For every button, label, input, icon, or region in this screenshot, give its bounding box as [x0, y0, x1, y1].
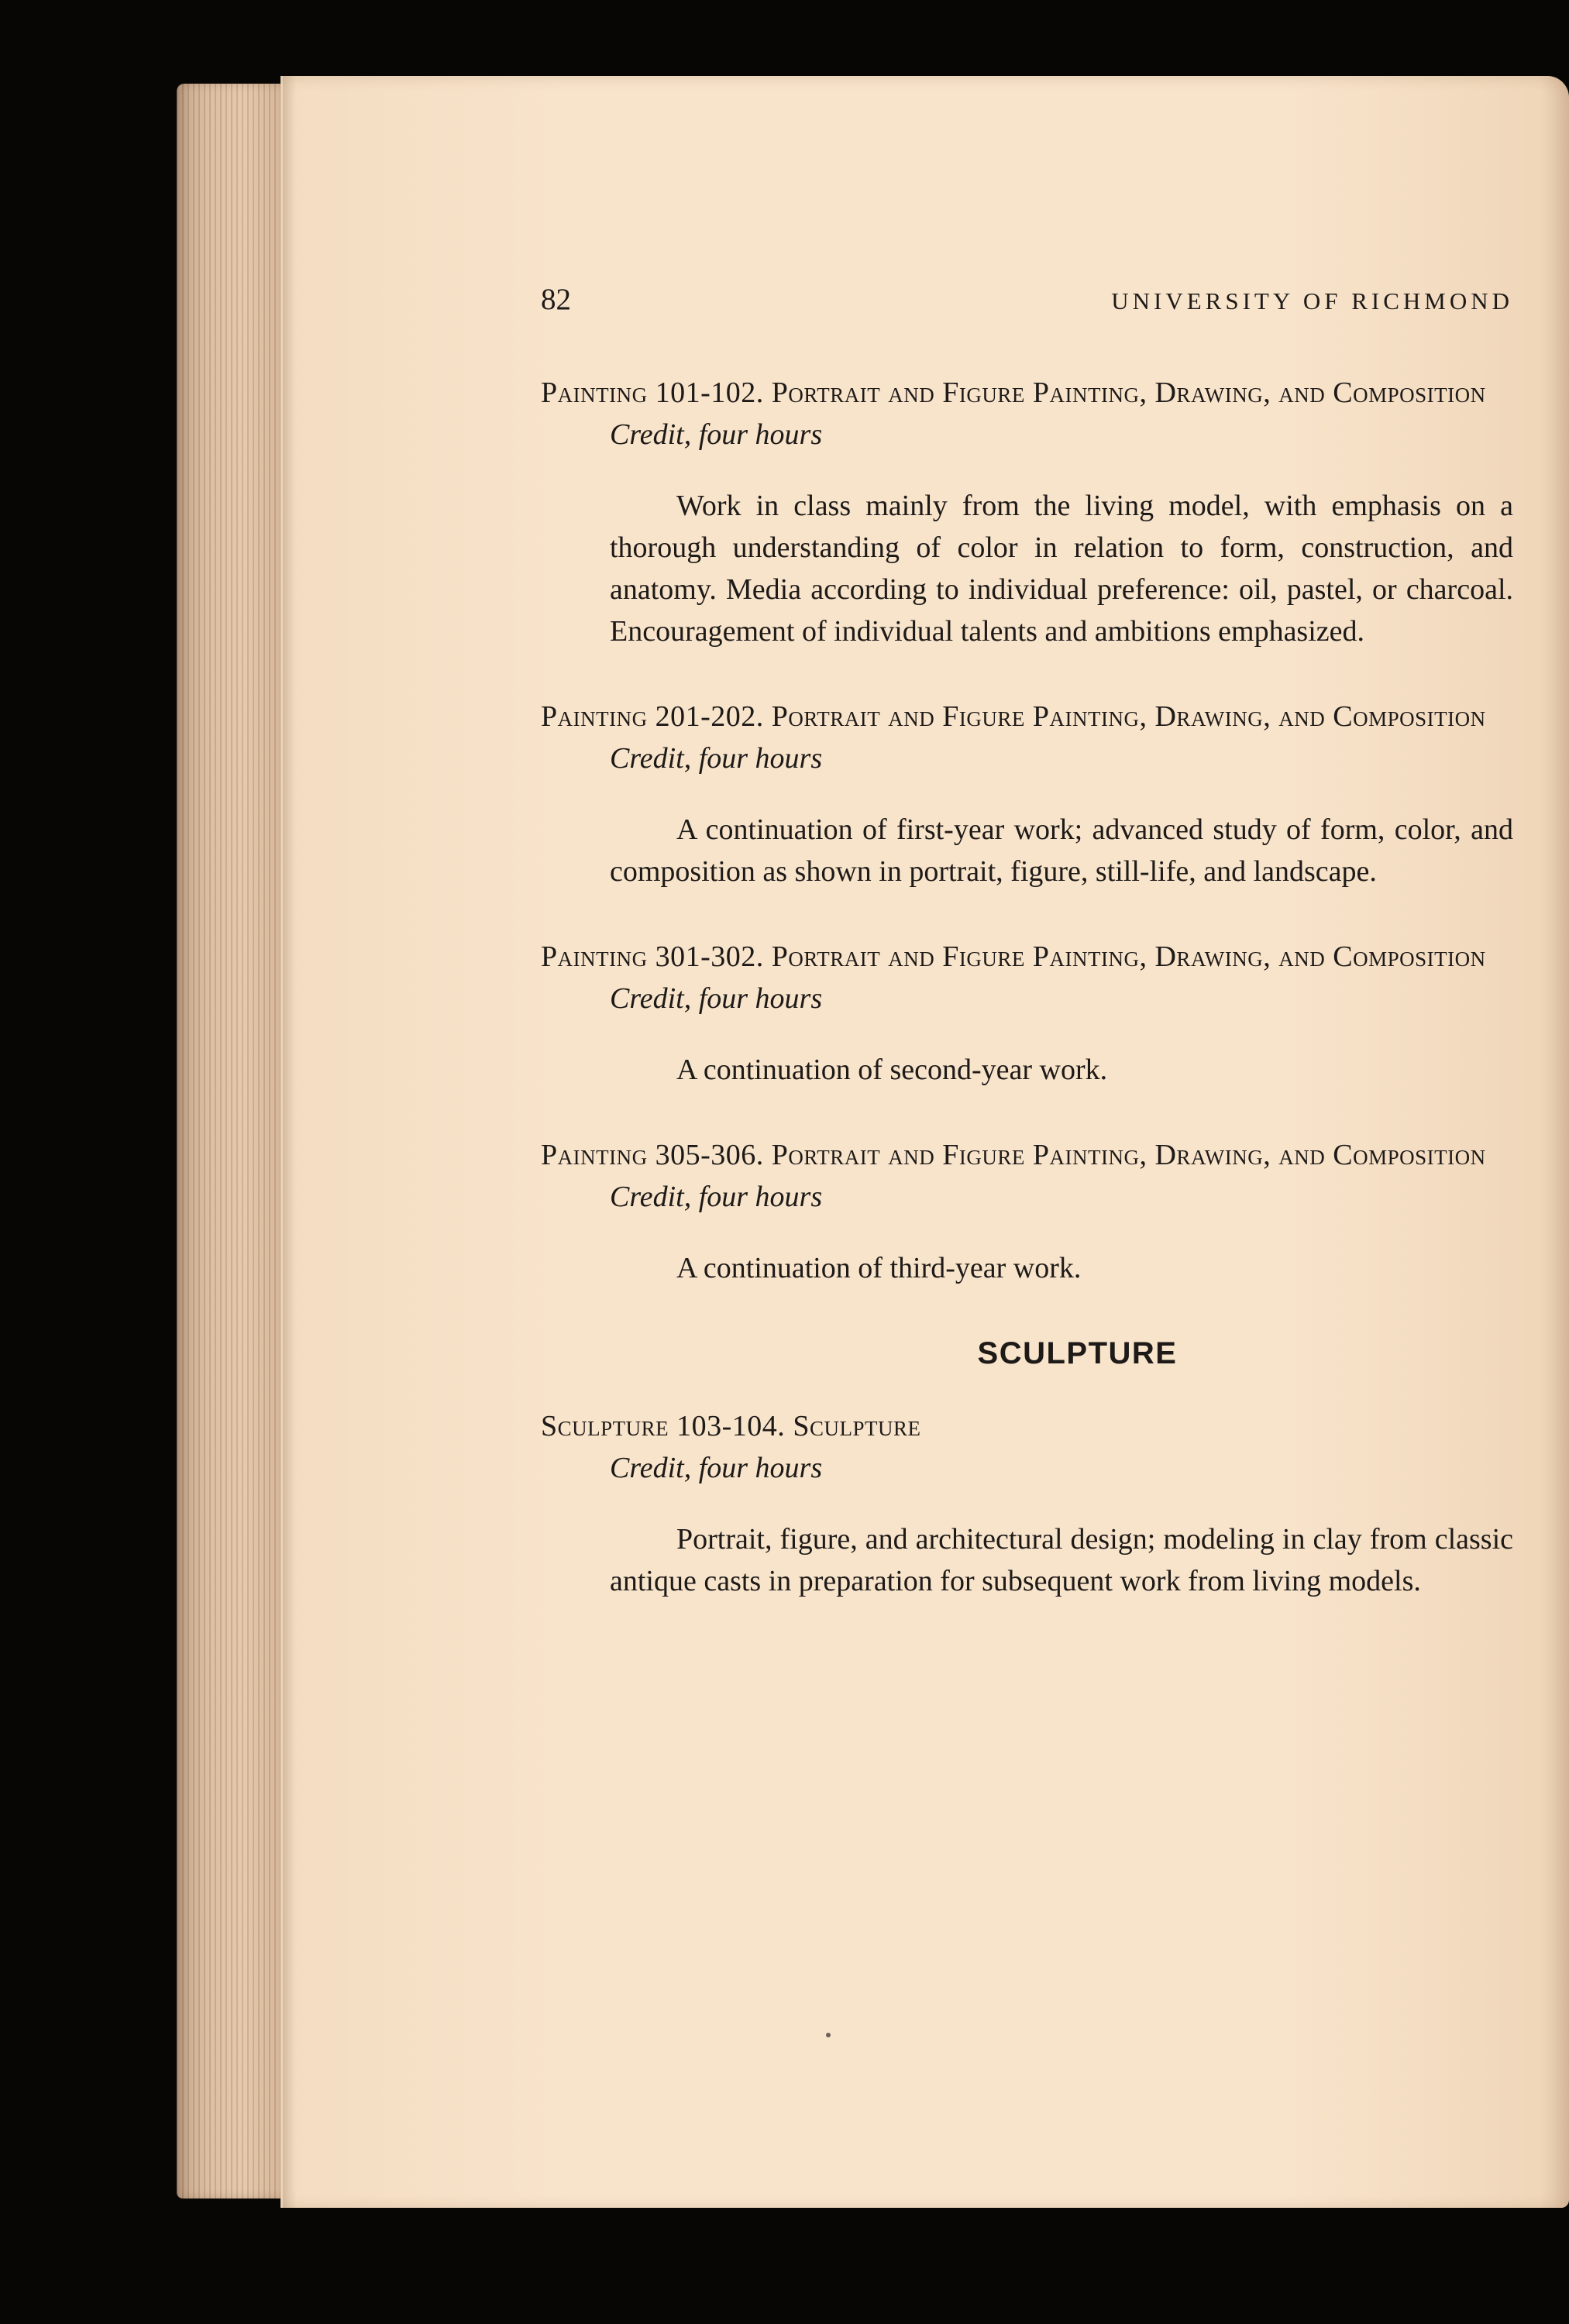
- course-entry-sculpture-103: [541, 1405, 1513, 1602]
- course-description: A continuation of first-year work; advanced study of form, color, and composition as shown in portrait, figure, still-life, and landscape.: [610, 813, 1513, 888]
- running-head: [541, 279, 1513, 333]
- course-title: Portrait and Figure Painting, Drawing, and Composition: [771, 376, 1486, 409]
- course-description: A continuation of second-year work.: [676, 1054, 1108, 1086]
- course-credit: Credit, four hours: [610, 418, 823, 451]
- course-title: Portrait and Figure Painting, Drawing, and Composition: [771, 700, 1486, 733]
- course-credit: Credit, four hours: [610, 742, 823, 775]
- course-code: 305-306.: [655, 1139, 764, 1171]
- course-title: Portrait and Figure Painting, Drawing, and Composition: [771, 1139, 1486, 1171]
- course-subject: Sculpture: [541, 1410, 669, 1442]
- course-heading: [541, 1405, 1513, 1447]
- course-heading: [541, 372, 1513, 414]
- running-title: UNIVERSITY OF RICHMOND: [1111, 287, 1513, 315]
- course-entry-painting-305: [541, 1134, 1513, 1289]
- course-title: Portrait and Figure Painting, Drawing, and Composition: [771, 940, 1486, 973]
- ink-dot-mark: [826, 2033, 831, 2037]
- course-code: 101-102.: [655, 376, 764, 409]
- course-subject: Painting: [541, 376, 648, 409]
- page-text-block: [541, 279, 1513, 1645]
- course-credit: Credit, four hours: [610, 1452, 823, 1484]
- course-code: 301-302.: [655, 940, 764, 973]
- course-entry-painting-301: [541, 936, 1513, 1091]
- course-credit: Credit, four hours: [610, 982, 823, 1015]
- course-title: Sculpture: [793, 1410, 921, 1442]
- course-code: 103-104.: [676, 1410, 786, 1442]
- book-page-edges: [177, 84, 285, 2199]
- course-entry-painting-101: [541, 372, 1513, 652]
- course-entry-painting-201: [541, 696, 1513, 892]
- course-heading: [541, 696, 1513, 737]
- course-description: Work in class mainly from the living model, with emphasis on a thorough understanding of color in relation to form, construction, and anatomy. Media according to individual preference: oil, pastel, or charcoal. Encouragement of individual talents and ambitions emphasized.: [610, 490, 1513, 648]
- course-subject: Painting: [541, 1139, 648, 1171]
- course-description: Portrait, figure, and architectural design; modeling in clay from classic antique casts in preparation for subsequent work from living models.: [610, 1523, 1513, 1597]
- course-description: A continuation of third-year work.: [676, 1252, 1082, 1284]
- course-subject: Painting: [541, 940, 648, 973]
- section-title-sculpture: SCULPTURE: [977, 1336, 1178, 1370]
- page-fold-shadow: [283, 76, 297, 2208]
- course-heading: [541, 1134, 1513, 1176]
- course-credit: Credit, four hours: [610, 1181, 823, 1213]
- course-code: 201-202.: [655, 700, 764, 733]
- course-subject: Painting: [541, 700, 648, 733]
- page-number: 82: [541, 283, 571, 316]
- course-heading: [541, 936, 1513, 978]
